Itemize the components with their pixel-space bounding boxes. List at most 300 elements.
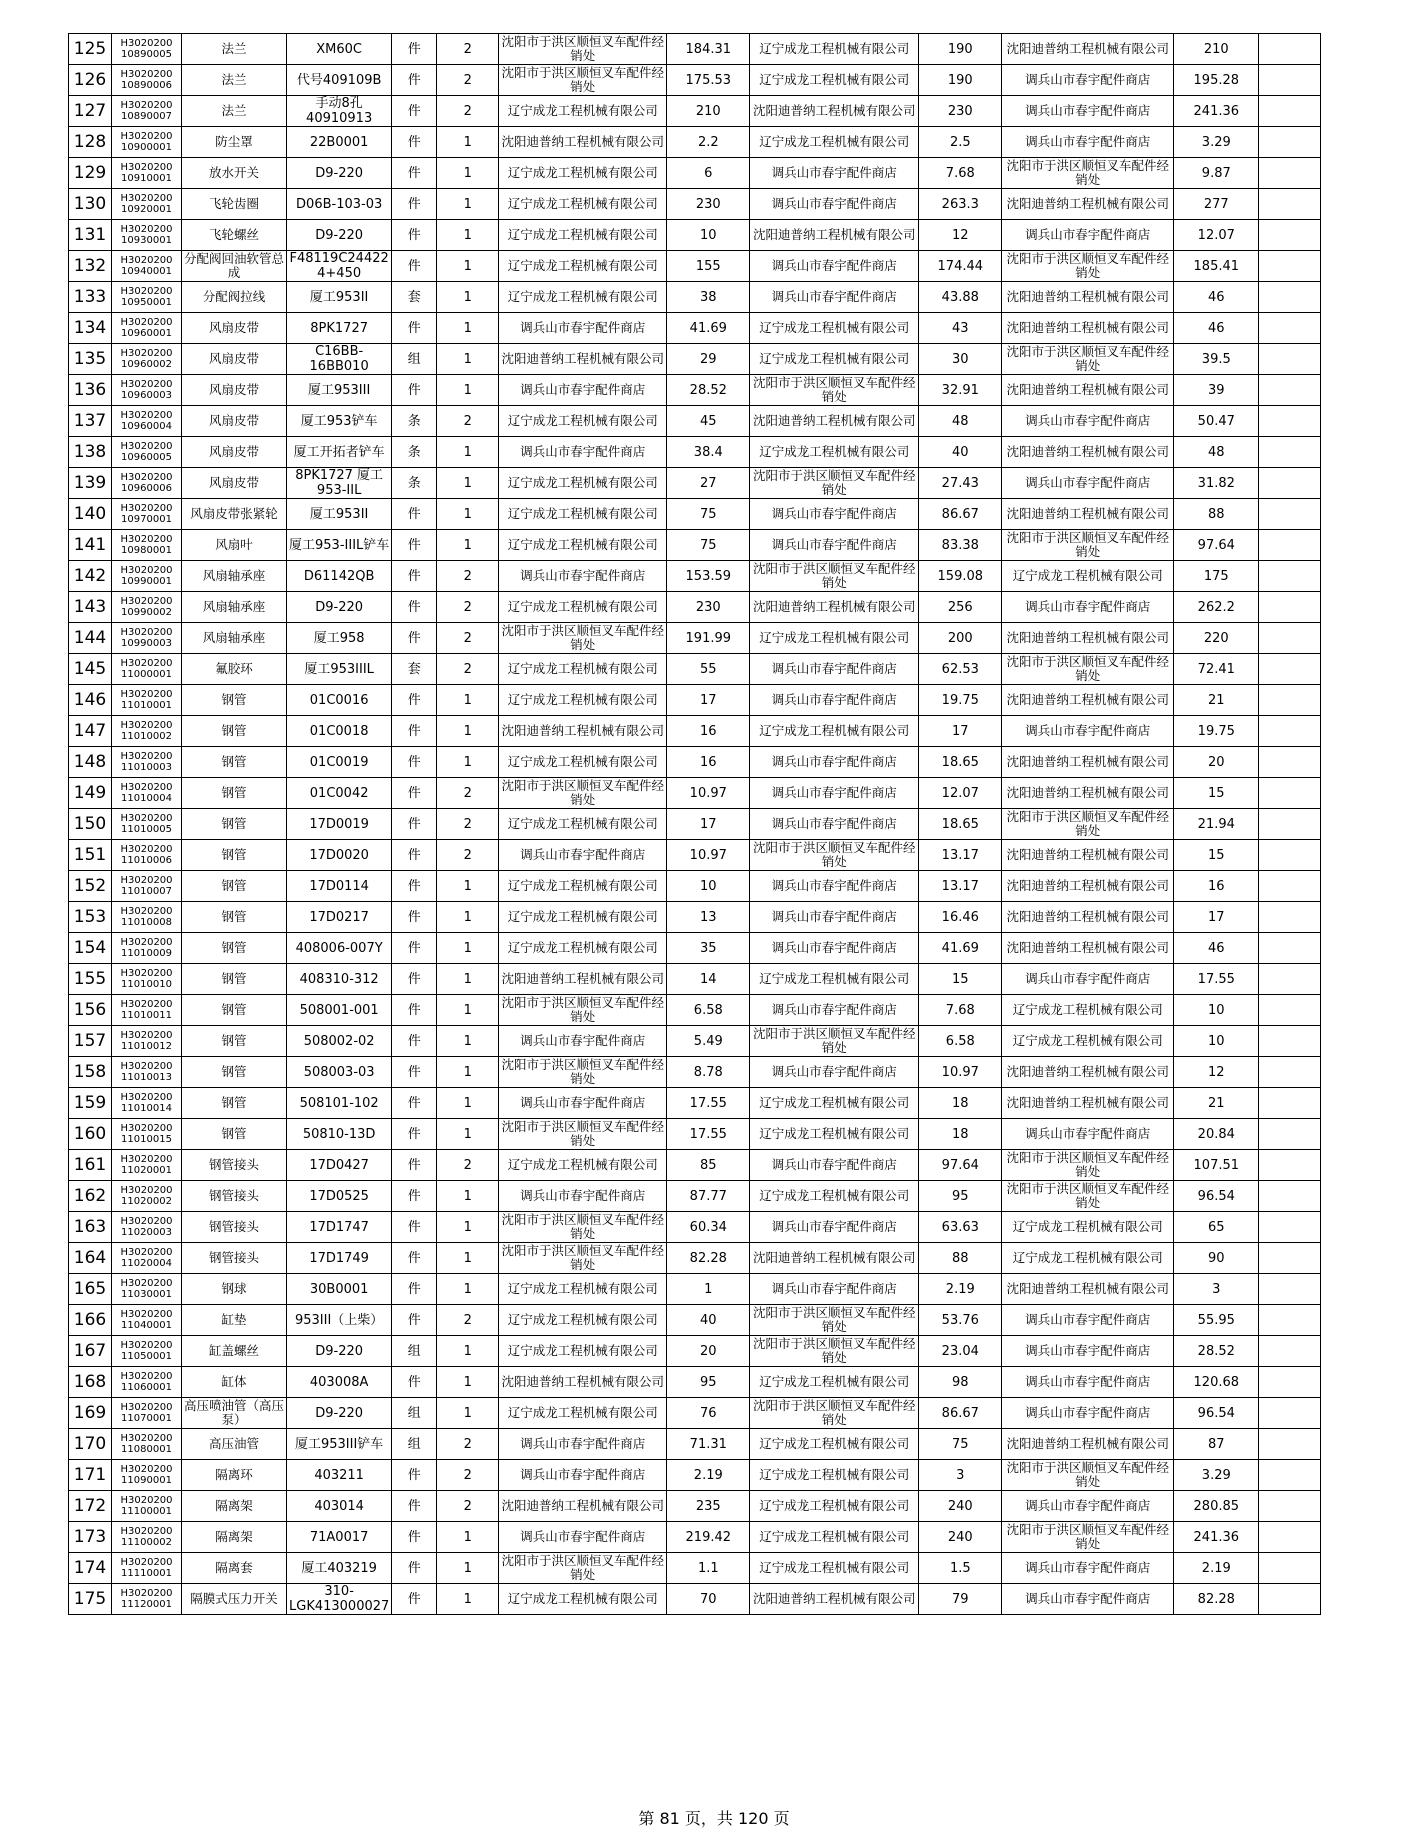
price-3: 120.68 [1174,1367,1259,1398]
supplier-2: 辽宁成龙工程机械有限公司 [750,964,919,995]
price-3: 46 [1174,313,1259,344]
row-number: 172 [69,1491,112,1522]
row-number: 168 [69,1367,112,1398]
item-model: 30B0001 [287,1274,392,1305]
row-number: 130 [69,189,112,220]
item-unit: 件 [392,1243,437,1274]
price-2: 32.91 [919,375,1002,406]
item-model: 17D1747 [287,1212,392,1243]
item-model: 408006-007Y [287,933,392,964]
table-row [69,1088,1321,1119]
item-unit: 件 [392,809,437,840]
item-unit: 组 [392,1398,437,1429]
price-3: 107.51 [1174,1150,1259,1181]
item-quantity: 1 [437,282,499,313]
item-model: 508002-02 [287,1026,392,1057]
price-2: 79 [919,1584,1002,1615]
price-2: 18 [919,1119,1002,1150]
row-number: 155 [69,964,112,995]
item-quantity: 2 [437,96,499,127]
item-quantity: 1 [437,995,499,1026]
item-code: H3020200 11010012 [112,1026,182,1057]
price-3: 3 [1174,1274,1259,1305]
price-1: 95 [667,1367,750,1398]
item-code: H3020200 10890005 [112,34,182,65]
row-number: 135 [69,344,112,375]
price-3: 19.75 [1174,716,1259,747]
remark-cell [1259,189,1321,220]
price-2: 43 [919,313,1002,344]
remark-cell [1259,840,1321,871]
item-name: 分配阀拉线 [182,282,287,313]
supplier-3: 调兵山市春宇配件商店 [1002,468,1174,499]
item-unit: 件 [392,871,437,902]
supplier-3: 沈阳迪普纳工程机械有限公司 [1002,437,1174,468]
price-1: 2.2 [667,127,750,158]
item-code: H3020200 11010009 [112,933,182,964]
item-quantity: 1 [437,344,499,375]
item-code: H3020200 11020002 [112,1181,182,1212]
table-row [69,1367,1321,1398]
item-quantity: 2 [437,654,499,685]
supplier-3: 沈阳迪普纳工程机械有限公司 [1002,189,1174,220]
remark-cell [1259,1243,1321,1274]
price-1: 10.97 [667,778,750,809]
price-3: 12.07 [1174,220,1259,251]
item-model: F48119C24422 4+450 [287,251,392,282]
supplier-1: 沈阳迪普纳工程机械有限公司 [499,344,667,375]
item-model: 厦工953-IIIL铲车 [287,530,392,561]
item-model: 01C0016 [287,685,392,716]
row-number: 159 [69,1088,112,1119]
item-unit: 件 [392,220,437,251]
supplier-1: 沈阳市于洪区顺恒叉车配件经销处 [499,65,667,96]
supplier-1: 沈阳市于洪区顺恒叉车配件经销处 [499,1553,667,1584]
item-code: H3020200 11110001 [112,1553,182,1584]
supplier-2: 调兵山市春宇配件商店 [750,189,919,220]
item-code: H3020200 11010008 [112,902,182,933]
item-model: 17D0217 [287,902,392,933]
price-3: 46 [1174,282,1259,313]
supplier-1: 调兵山市春宇配件商店 [499,1460,667,1491]
row-number: 169 [69,1398,112,1429]
item-unit: 件 [392,189,437,220]
price-2: 48 [919,406,1002,437]
item-name: 钢管 [182,1119,287,1150]
remark-cell [1259,65,1321,96]
supplier-2: 沈阳迪普纳工程机械有限公司 [750,406,919,437]
item-unit: 件 [392,1553,437,1584]
price-2: 240 [919,1491,1002,1522]
row-number: 167 [69,1336,112,1367]
supplier-2: 调兵山市春宇配件商店 [750,499,919,530]
item-name: 分配阀回油软管总成 [182,251,287,282]
table-row [69,1398,1321,1429]
remark-cell [1259,654,1321,685]
item-model: 厦工953II [287,499,392,530]
row-number: 132 [69,251,112,282]
table-row [69,1243,1321,1274]
remark-cell [1259,313,1321,344]
item-name: 钢管 [182,1057,287,1088]
item-code: H3020200 10970001 [112,499,182,530]
item-code: H3020200 10980001 [112,530,182,561]
supplier-3: 沈阳迪普纳工程机械有限公司 [1002,685,1174,716]
price-2: 2.5 [919,127,1002,158]
item-unit: 件 [392,158,437,189]
price-1: 2.19 [667,1460,750,1491]
item-name: 风扇皮带 [182,437,287,468]
row-number: 160 [69,1119,112,1150]
price-3: 17 [1174,902,1259,933]
remark-cell [1259,1305,1321,1336]
item-quantity: 1 [437,1243,499,1274]
supplier-3: 调兵山市春宇配件商店 [1002,406,1174,437]
price-1: 210 [667,96,750,127]
supplier-3: 沈阳迪普纳工程机械有限公司 [1002,34,1174,65]
supplier-3: 调兵山市春宇配件商店 [1002,65,1174,96]
item-quantity: 1 [437,1398,499,1429]
item-model: 17D0525 [287,1181,392,1212]
price-1: 17.55 [667,1088,750,1119]
supplier-1: 沈阳市于洪区顺恒叉车配件经销处 [499,34,667,65]
table-row [69,1522,1321,1553]
supplier-3: 调兵山市春宇配件商店 [1002,1398,1174,1429]
remark-cell [1259,1491,1321,1522]
remark-cell [1259,530,1321,561]
item-name: 风扇轴承座 [182,592,287,623]
price-2: 27.43 [919,468,1002,499]
supplier-2: 调兵山市春宇配件商店 [750,871,919,902]
item-model: 厦工403219 [287,1553,392,1584]
item-unit: 件 [392,1150,437,1181]
supplier-3: 调兵山市春宇配件商店 [1002,1305,1174,1336]
supplier-3: 沈阳市于洪区顺恒叉车配件经销处 [1002,530,1174,561]
item-quantity: 1 [437,437,499,468]
item-quantity: 2 [437,778,499,809]
price-1: 38.4 [667,437,750,468]
price-2: 97.64 [919,1150,1002,1181]
price-2: 86.67 [919,499,1002,530]
item-model: 01C0042 [287,778,392,809]
item-name: 法兰 [182,65,287,96]
supplier-2: 辽宁成龙工程机械有限公司 [750,716,919,747]
price-2: 53.76 [919,1305,1002,1336]
supplier-2: 沈阳迪普纳工程机械有限公司 [750,220,919,251]
item-unit: 组 [392,1336,437,1367]
item-unit: 套 [392,282,437,313]
table-row [69,809,1321,840]
supplier-1: 调兵山市春宇配件商店 [499,1026,667,1057]
item-name: 钢管 [182,747,287,778]
price-3: 72.41 [1174,654,1259,685]
price-2: 17 [919,716,1002,747]
supplier-3: 沈阳迪普纳工程机械有限公司 [1002,623,1174,654]
item-quantity: 1 [437,1367,499,1398]
item-quantity: 1 [437,1057,499,1088]
price-2: 41.69 [919,933,1002,964]
supplier-1: 辽宁成龙工程机械有限公司 [499,468,667,499]
price-3: 9.87 [1174,158,1259,189]
supplier-1: 辽宁成龙工程机械有限公司 [499,158,667,189]
supplier-3: 沈阳市于洪区顺恒叉车配件经销处 [1002,1150,1174,1181]
row-number: 157 [69,1026,112,1057]
item-name: 钢管 [182,902,287,933]
supplier-3: 沈阳迪普纳工程机械有限公司 [1002,871,1174,902]
row-number: 171 [69,1460,112,1491]
remark-cell [1259,220,1321,251]
table-row [69,282,1321,313]
supplier-1: 调兵山市春宇配件商店 [499,1088,667,1119]
row-number: 126 [69,65,112,96]
remark-cell [1259,1367,1321,1398]
price-2: 13.17 [919,840,1002,871]
supplier-1: 辽宁成龙工程机械有限公司 [499,220,667,251]
item-model: 17D0114 [287,871,392,902]
supplier-2: 沈阳迪普纳工程机械有限公司 [750,592,919,623]
item-model: D9-220 [287,220,392,251]
item-code: H3020200 10890006 [112,65,182,96]
supplier-2: 辽宁成龙工程机械有限公司 [750,1119,919,1150]
table-row [69,747,1321,778]
price-1: 5.49 [667,1026,750,1057]
item-model: XM60C [287,34,392,65]
supplier-2: 辽宁成龙工程机械有限公司 [750,1088,919,1119]
supplier-2: 辽宁成龙工程机械有限公司 [750,1553,919,1584]
price-1: 16 [667,716,750,747]
item-quantity: 1 [437,1119,499,1150]
item-unit: 件 [392,34,437,65]
supplier-3: 调兵山市春宇配件商店 [1002,96,1174,127]
supplier-1: 调兵山市春宇配件商店 [499,561,667,592]
item-code: H3020200 10930001 [112,220,182,251]
supplier-2: 辽宁成龙工程机械有限公司 [750,127,919,158]
item-name: 风扇叶 [182,530,287,561]
price-3: 21 [1174,685,1259,716]
item-model: 8PK1727 厦工953-IIL [287,468,392,499]
price-3: 21.94 [1174,809,1259,840]
item-quantity: 1 [437,747,499,778]
item-unit: 件 [392,127,437,158]
item-model: 403014 [287,1491,392,1522]
table-row [69,995,1321,1026]
row-number: 141 [69,530,112,561]
item-model: D9-220 [287,592,392,623]
price-2: 18.65 [919,747,1002,778]
item-model: 17D0019 [287,809,392,840]
table-row [69,1584,1321,1615]
item-unit: 件 [392,1119,437,1150]
supplier-2: 调兵山市春宇配件商店 [750,251,919,282]
item-code: H3020200 10960002 [112,344,182,375]
price-2: 200 [919,623,1002,654]
item-unit: 条 [392,468,437,499]
parts-price-table [68,33,1321,1615]
item-unit: 件 [392,96,437,127]
row-number: 152 [69,871,112,902]
item-name: 钢管接头 [182,1212,287,1243]
item-code: H3020200 10910001 [112,158,182,189]
item-quantity: 2 [437,1460,499,1491]
price-2: 12.07 [919,778,1002,809]
item-quantity: 2 [437,623,499,654]
item-name: 风扇轴承座 [182,623,287,654]
table-row [69,468,1321,499]
price-2: 43.88 [919,282,1002,313]
remark-cell [1259,499,1321,530]
price-3: 195.28 [1174,65,1259,96]
item-model: 17D0427 [287,1150,392,1181]
remark-cell [1259,1584,1321,1615]
remark-cell [1259,716,1321,747]
item-code: H3020200 11070001 [112,1398,182,1429]
row-number: 146 [69,685,112,716]
row-number: 131 [69,220,112,251]
item-unit: 件 [392,1584,437,1615]
item-unit: 件 [392,964,437,995]
item-model: 508101-102 [287,1088,392,1119]
item-quantity: 1 [437,871,499,902]
item-unit: 件 [392,313,437,344]
price-1: 87.77 [667,1181,750,1212]
item-code: H3020200 11000001 [112,654,182,685]
item-code: H3020200 11060001 [112,1367,182,1398]
item-name: 风扇皮带 [182,375,287,406]
price-3: 55.95 [1174,1305,1259,1336]
item-quantity: 2 [437,1305,499,1336]
item-name: 风扇皮带 [182,468,287,499]
price-2: 13.17 [919,871,1002,902]
item-quantity: 1 [437,1522,499,1553]
item-unit: 件 [392,840,437,871]
item-name: 飞轮螺丝 [182,220,287,251]
item-unit: 件 [392,1181,437,1212]
item-name: 钢管 [182,778,287,809]
item-model: 厦工953铲车 [287,406,392,437]
item-unit: 件 [392,1305,437,1336]
item-code: H3020200 11050001 [112,1336,182,1367]
item-unit: 件 [392,251,437,282]
table-row [69,933,1321,964]
supplier-2: 沈阳市于洪区顺恒叉车配件经销处 [750,1026,919,1057]
row-number: 156 [69,995,112,1026]
supplier-1: 辽宁成龙工程机械有限公司 [499,189,667,220]
price-3: 31.82 [1174,468,1259,499]
price-1: 184.31 [667,34,750,65]
price-3: 210 [1174,34,1259,65]
item-model: 手动8孔 40910913 [287,96,392,127]
item-unit: 件 [392,1274,437,1305]
remark-cell [1259,282,1321,313]
supplier-3: 沈阳迪普纳工程机械有限公司 [1002,282,1174,313]
remark-cell [1259,747,1321,778]
item-unit: 组 [392,1429,437,1460]
table-row [69,561,1321,592]
item-model: 408310-312 [287,964,392,995]
remark-cell [1259,995,1321,1026]
supplier-1: 沈阳迪普纳工程机械有限公司 [499,964,667,995]
remark-cell [1259,1429,1321,1460]
supplier-1: 辽宁成龙工程机械有限公司 [499,933,667,964]
item-unit: 件 [392,530,437,561]
price-2: 7.68 [919,158,1002,189]
supplier-1: 沈阳迪普纳工程机械有限公司 [499,127,667,158]
item-unit: 件 [392,1367,437,1398]
item-name: 风扇皮带张紧轮 [182,499,287,530]
item-unit: 件 [392,65,437,96]
item-unit: 件 [392,499,437,530]
remark-cell [1259,1026,1321,1057]
price-2: 190 [919,65,1002,96]
price-1: 230 [667,592,750,623]
remark-cell [1259,1057,1321,1088]
price-2: 19.75 [919,685,1002,716]
supplier-1: 辽宁成龙工程机械有限公司 [499,1398,667,1429]
row-number: 163 [69,1212,112,1243]
supplier-2: 调兵山市春宇配件商店 [750,933,919,964]
supplier-2: 辽宁成龙工程机械有限公司 [750,1460,919,1491]
remark-cell [1259,1398,1321,1429]
item-name: 钢管 [182,1088,287,1119]
supplier-2: 调兵山市春宇配件商店 [750,1150,919,1181]
price-3: 82.28 [1174,1584,1259,1615]
item-code: H3020200 11010002 [112,716,182,747]
remark-cell [1259,1460,1321,1491]
table-row [69,1150,1321,1181]
price-1: 6.58 [667,995,750,1026]
price-3: 28.52 [1174,1336,1259,1367]
price-1: 85 [667,1150,750,1181]
table-row [69,685,1321,716]
price-3: 262.2 [1174,592,1259,623]
item-model: 01C0019 [287,747,392,778]
supplier-3: 沈阳市于洪区顺恒叉车配件经销处 [1002,654,1174,685]
table-row [69,1429,1321,1460]
price-1: 175.53 [667,65,750,96]
supplier-3: 辽宁成龙工程机械有限公司 [1002,995,1174,1026]
price-3: 50.47 [1174,406,1259,437]
remark-cell [1259,623,1321,654]
remark-cell [1259,1522,1321,1553]
item-name: 氟胶环 [182,654,287,685]
row-number: 173 [69,1522,112,1553]
item-code: H3020200 11010005 [112,809,182,840]
row-number: 158 [69,1057,112,1088]
table-row [69,902,1321,933]
remark-cell [1259,592,1321,623]
table-row [69,1460,1321,1491]
item-code: H3020200 11030001 [112,1274,182,1305]
price-2: 18.65 [919,809,1002,840]
table-row [69,1212,1321,1243]
row-number: 151 [69,840,112,871]
price-3: 21 [1174,1088,1259,1119]
supplier-1: 辽宁成龙工程机械有限公司 [499,282,667,313]
item-code: H3020200 10960005 [112,437,182,468]
supplier-3: 沈阳市于洪区顺恒叉车配件经销处 [1002,344,1174,375]
item-quantity: 1 [437,1026,499,1057]
price-2: 6.58 [919,1026,1002,1057]
supplier-3: 沈阳市于洪区顺恒叉车配件经销处 [1002,158,1174,189]
remark-cell [1259,251,1321,282]
supplier-2: 辽宁成龙工程机械有限公司 [750,344,919,375]
price-1: 55 [667,654,750,685]
price-3: 12 [1174,1057,1259,1088]
supplier-2: 调兵山市春宇配件商店 [750,778,919,809]
item-unit: 件 [392,1212,437,1243]
item-code: H3020200 11090001 [112,1460,182,1491]
remark-cell [1259,437,1321,468]
